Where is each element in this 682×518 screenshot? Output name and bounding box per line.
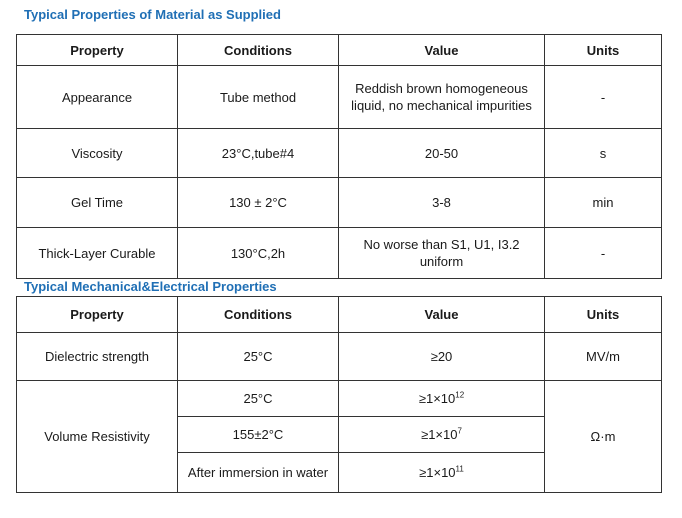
table-row	[17, 333, 662, 381]
table-row	[17, 178, 662, 228]
table-row	[17, 129, 662, 178]
cell-conditions: 25°C	[178, 381, 339, 417]
cell-value: ≥20	[339, 333, 545, 381]
cell-value: No worse than S1, U1, I3.2 uniform	[339, 228, 545, 279]
table-header-row	[17, 297, 662, 333]
cell-property: Appearance	[17, 66, 178, 129]
cell-conditions: After immersion in water	[178, 453, 339, 493]
header-conditions: Conditions	[178, 35, 339, 66]
header-property: Property	[17, 35, 178, 66]
cell-property: Gel Time	[17, 178, 178, 228]
cell-property: Dielectric strength	[17, 333, 178, 381]
value-base: ≥1×10	[421, 427, 458, 442]
cell-conditions: Tube method	[178, 66, 339, 129]
cell-value	[339, 453, 545, 493]
value-base: ≥1×10	[418, 391, 456, 406]
header-value: Value	[339, 297, 545, 333]
cell-units: Ω·m	[545, 381, 662, 493]
mechanical-electrical-table	[16, 296, 662, 493]
value-base: ≥1×10	[419, 465, 456, 480]
header-units: Units	[545, 297, 662, 333]
header-conditions: Conditions	[178, 297, 339, 333]
cell-conditions: 130°C,2h	[178, 228, 339, 279]
value-exponent: 12	[455, 390, 465, 400]
value-exponent: 11	[455, 464, 464, 474]
cell-units: min	[545, 178, 662, 228]
cell-value: Reddish brown homogeneous liquid, no mechanical impurities	[339, 66, 545, 129]
table-row	[17, 381, 662, 417]
cell-units: -	[545, 66, 662, 129]
cell-property: Volume Resistivity	[17, 381, 178, 493]
cell-conditions: 130 ± 2°C	[178, 178, 339, 228]
cell-conditions: 25°C	[178, 333, 339, 381]
header-units: Units	[545, 35, 662, 66]
cell-conditions: 155±2°C	[178, 417, 339, 453]
table-header-row	[17, 35, 662, 66]
table-row	[17, 228, 662, 279]
header-value: Value	[339, 35, 545, 66]
value-exponent: 7	[457, 426, 462, 436]
supplied-properties-table	[16, 34, 662, 279]
cell-property: Thick-Layer Curable	[17, 228, 178, 279]
header-property: Property	[17, 297, 178, 333]
cell-value: 3-8	[339, 178, 545, 228]
cell-units: -	[545, 228, 662, 279]
table-row	[17, 66, 662, 129]
cell-units: s	[545, 129, 662, 178]
cell-value	[339, 417, 545, 453]
cell-units: MV/m	[545, 333, 662, 381]
section-title-mechanical-electrical: Typical Mechanical&Electrical Properties	[24, 279, 277, 294]
cell-value	[339, 381, 545, 417]
cell-property: Viscosity	[17, 129, 178, 178]
cell-value: 20-50	[339, 129, 545, 178]
section-title-supplied: Typical Properties of Material as Supplied	[24, 7, 281, 22]
cell-conditions: 23°C,tube#4	[178, 129, 339, 178]
